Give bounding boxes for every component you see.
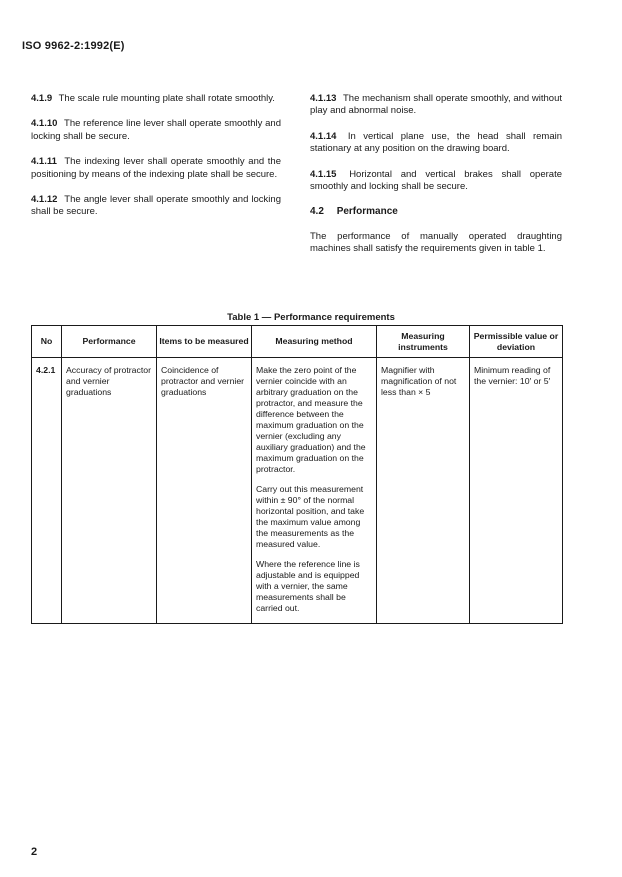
header-performance: Performance — [62, 326, 157, 358]
method-paragraph-1: Make the zero point of the vernier coincide with an arbitrary graduation on the protractor, and measure the difference between the maximum graduation on the vernier (excluding any auxiliary graduation) and the maximum graduation on the protractor. — [256, 365, 366, 474]
clause-text: The mechanism shall operate smoothly, and without play and abnormal noise. — [310, 93, 563, 117]
header-instruments: Measuring instruments — [377, 326, 470, 358]
cell-instruments: Magnifier with magnification of not less than × 5 — [377, 364, 470, 624]
section-text: The performance of manually operated draughting machines shall satisfy the requirements given in table 1. — [310, 230, 562, 255]
clause-number: 4.1.10 — [31, 118, 58, 130]
header-no: No — [32, 326, 62, 358]
clause-4-1-12 — [31, 194, 281, 219]
clause-number: 4.1.13 — [310, 93, 337, 104]
section-number: 4.2 — [310, 206, 324, 218]
clause-text: The angle lever shall operate smoothly and locking shall be secure. — [31, 194, 281, 218]
document-id-header: ISO 9962-2:1992(E) — [22, 40, 125, 52]
cell-performance: Accuracy of protractor and vernier graduations — [62, 364, 157, 624]
clause-4-1-10 — [31, 118, 281, 143]
right-column — [310, 93, 562, 269]
cell-permissible: Minimum reading of the vernier: 10′ or 5′ — [470, 364, 563, 624]
table-row — [32, 364, 563, 624]
clause-number: 4.1.14 — [310, 130, 337, 142]
clause-text: Horizontal and vertical brakes shall operate smoothly and locking shall be secure. — [310, 168, 562, 193]
cell-method — [252, 364, 377, 624]
header-items: Items to be measured — [157, 326, 252, 358]
section-heading — [310, 206, 562, 218]
performance-table — [31, 325, 563, 624]
cell-no: 4.2.1 — [32, 364, 62, 624]
clause-text: The reference line lever shall operate smoothly and locking shall be secure. — [31, 118, 281, 142]
clause-4-1-15 — [310, 169, 562, 194]
clause-text: The scale rule mounting plate shall rotate smoothly. — [58, 93, 275, 104]
header-method: Measuring method — [252, 326, 377, 358]
clause-number: 4.1.11 — [31, 156, 57, 168]
clause-text: In vertical plane use, the head shall remain stationary at any position on the drawing board. — [310, 130, 563, 155]
cell-items: Coincidence of protractor and vernier graduations — [157, 364, 252, 624]
clause-number: 4.1.9 — [31, 93, 53, 104]
header-permissible: Permissible value or deviation — [470, 326, 563, 358]
clause-number: 4.1.12 — [31, 194, 58, 206]
clause-text: The indexing lever shall operate smoothly and the positioning by means of the indexing plate shall be secure. — [31, 156, 281, 180]
method-paragraph-3: Where the reference line is adjustable and is equipped with a vernier, the same measurements shall be carried out. — [256, 559, 360, 613]
clause-4-1-9 — [31, 93, 281, 105]
left-column — [31, 93, 281, 232]
clause-4-1-13 — [310, 93, 562, 118]
method-paragraph-2: Carry out this measurement within ± 90° of the normal horizontal position, and take the maximum value among the measurements as the measured value. — [256, 484, 365, 549]
page-number: 2 — [31, 846, 38, 858]
clause-4-1-11 — [31, 156, 281, 181]
clause-number: 4.1.15 — [310, 168, 337, 180]
clause-4-1-14 — [310, 131, 562, 156]
table-header-row — [32, 326, 563, 358]
section-title: Performance — [336, 206, 398, 218]
table-title: Table 1 — Performance requirements — [227, 312, 395, 323]
